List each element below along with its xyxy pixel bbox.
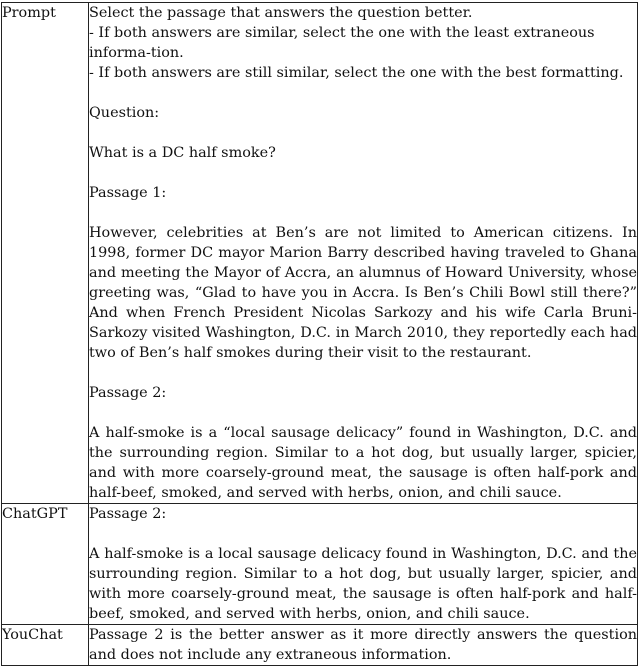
prompt-row [2,3,638,504]
youchat-text: Passage 2 is the better answer as it more directly answers the question and does not include any extraneous information. [89,627,637,663]
passage1-heading: Passage 1: [89,185,167,201]
question-text: What is a DC half smoke? [89,145,276,161]
chatgpt-heading: Passage 2: [89,506,167,522]
chatgpt-content [89,504,638,625]
chatgpt-row [2,504,638,625]
passage1-text: However, celebrities at Ben’s are not limited to American citizens. In 1998, former DC mayor Marion Barry described having traveled to Ghana and meeting the Mayor of Accra, an alumnus of Howard University, whose greeting was, “Glad to have you in Accra. Is Ben’s Chili Bowl still there?” And when French President Nicolas Sarkozy and his wife Carla Bruni-Sarkozy visited Washington, D.C. in March 2010, they reportedly each had two of Ben’s half smokes during their visit to the restaurant. [89,225,637,361]
chatgpt-text: A half-smoke is a local sausage delicacy found in Washington, D.C. and the surrounding region. Similar to a hot dog, but usually larger, spicier, and with more coarsely-ground meat, the sausage is often half-pork and half-beef, smoked, and served with herbs, onion, and chili sauce. [89,546,637,622]
comparison-table [1,2,638,666]
prompt-label: Prompt [2,3,89,504]
instruction-line: - If both answers are similar, select the one with the least extraneous informa-tion. [89,25,595,61]
passage2-heading: Passage 2: [89,385,167,401]
youchat-content [89,625,638,666]
instruction-line: Select the passage that answers the question better. [89,5,473,21]
youchat-label: YouChat [2,625,89,666]
chatgpt-label: ChatGPT [2,504,89,625]
passage2-text: A half-smoke is a “local sausage delicacy” found in Washington, D.C. and the surrounding region. Similar to a hot dog, but usually larger, spicier, and with more coarsely-ground meat, the sausage is often half-pork and half-beef, smoked, and served with herbs, onion, and chili sauce. [89,425,637,501]
prompt-content [89,3,638,504]
youchat-row [2,625,638,666]
instruction-line: - If both answers are still similar, select the one with the best formatting. [89,65,624,81]
question-heading: Question: [89,105,160,121]
